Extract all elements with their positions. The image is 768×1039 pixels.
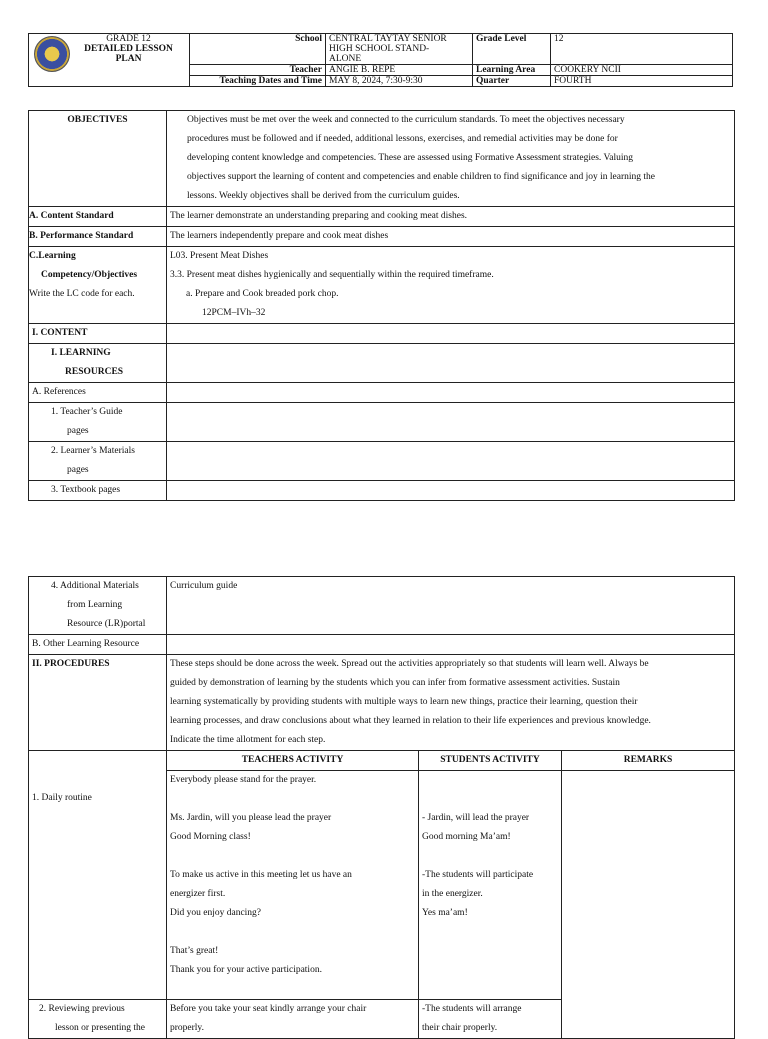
learning-area-value: COOKERY NCII <box>551 65 733 76</box>
review-label-line-1: 2. Reviewing previous <box>39 1004 125 1014</box>
student-line: - Jardin, will lead the prayer <box>422 813 530 823</box>
teacher-line: Ms. Jardin, will you please lead the prayer <box>170 813 332 823</box>
col-teacher-activity: TEACHERS ACTIVITY <box>167 751 419 771</box>
procedures-label: II. PROCEDURES <box>29 655 167 751</box>
content-standard-value: The learner demonstrate an understanding preparing and cooking meat dishes. <box>167 207 735 227</box>
textbook-value <box>167 481 735 501</box>
tg-label-line-1: 1. Teacher’s Guide <box>51 407 123 417</box>
dlp-title-2: PLAN <box>115 54 142 64</box>
lc-label-line-2: Competency/Objectives <box>41 270 138 280</box>
content-label: I. CONTENT <box>29 324 167 344</box>
daily-routine-cell <box>29 751 167 1000</box>
header-table <box>28 33 733 87</box>
review-teacher-line-1: Before you take your seat kindly arrange your chair <box>170 1004 367 1014</box>
review-label <box>29 1000 167 1039</box>
objectives-line-4: objectives support the learning of content and competencies and enable children to find significance and joy in learning the <box>187 172 655 182</box>
grade-title: GRADE 12 <box>106 34 151 44</box>
quarter-value: FOURTH <box>551 76 733 87</box>
learners-materials-label <box>29 442 167 481</box>
content-standard-label: A. Content Standard <box>29 207 167 227</box>
col-student-activity: STUDENTS ACTIVITY <box>419 751 562 771</box>
references-value <box>167 383 735 403</box>
student-line: -The students will participate <box>422 870 534 880</box>
learning-resources-label <box>29 344 167 383</box>
student-line: Yes ma’am! <box>422 908 468 918</box>
textbook-label: 3. Textbook pages <box>29 481 167 501</box>
procedures-text <box>167 655 735 751</box>
school-value-line-1: CENTRAL TAYTAY SENIOR <box>329 34 447 44</box>
student-line: in the energizer. <box>422 889 483 899</box>
objectives-line-1: Objectives must be met over the week and connected to the curriculum standards. To meet the objectives necessary <box>187 115 625 125</box>
teacher-activity-routine <box>167 771 419 1000</box>
student-activity-routine <box>419 771 562 1000</box>
school-value-line-2: HIGH SCHOOL STAND- <box>329 44 430 54</box>
learners-materials-value <box>167 442 735 481</box>
learning-resources-value <box>167 344 735 383</box>
procedures-line-2: guided by demonstration of learning by the students which you can infer from formative assessment activities. Sustain <box>170 678 620 688</box>
dates-label: Teaching Dates and Time <box>190 76 326 87</box>
learning-area-label: Learning Area <box>473 65 551 76</box>
other-learning-resource-value <box>167 635 735 655</box>
school-value-line-3: ALONE <box>329 54 362 64</box>
col-remarks: REMARKS <box>562 751 735 771</box>
procedures-table <box>28 576 735 1039</box>
review-label-line-2: lesson or presenting the <box>55 1023 145 1033</box>
teacher-line: That’s great! <box>170 946 219 956</box>
objectives-label: OBJECTIVES <box>29 111 167 207</box>
procedures-line-3: learning systematically by providing students with multiple ways to learn new things, practice their learning, question their <box>170 697 638 707</box>
teacher-line: Good Morning class! <box>170 832 251 842</box>
objectives-line-5: lessons. Weekly objectives shall be derived from the curriculum guides. <box>187 191 460 201</box>
school-value <box>326 34 473 65</box>
lc-value-line-2: 3.3. Present meat dishes hygienically and sequentially within the required timeframe. <box>170 270 494 280</box>
teacher-line: energizer first. <box>170 889 226 899</box>
objectives-text <box>167 111 735 207</box>
review-teacher-activity <box>167 1000 419 1039</box>
performance-standard-label: B. Performance Standard <box>29 227 167 247</box>
performance-standard-value: The learners independently prepare and cook meat dishes <box>167 227 735 247</box>
lc-value-line-1: L03. Present Meat Dishes <box>170 251 269 261</box>
daily-routine-label: 1. Daily routine <box>32 793 92 803</box>
teacher-line: Everybody please stand for the prayer. <box>170 775 317 785</box>
teacher-line: To make us active in this meeting let us have an <box>170 870 352 880</box>
lm-label-line-1: 2. Learner’s Materials <box>51 446 135 456</box>
review-student-activity <box>419 1000 562 1039</box>
review-student-line-1: -The students will arrange <box>422 1004 522 1014</box>
dlp-title-1: DETAILED LESSON <box>84 44 173 54</box>
additional-materials-value: Curriculum guide <box>167 577 735 635</box>
lc-value-line-4: 12PCM–IVh–32 <box>202 308 266 318</box>
school-label: School <box>190 34 326 65</box>
teacher-line: Did you enjoy dancing? <box>170 908 262 918</box>
teachers-guide-label <box>29 403 167 442</box>
content-value <box>167 324 735 344</box>
grade-level-value: 12 <box>551 34 733 65</box>
teacher-value: ANGIE B. REPE <box>326 65 473 76</box>
objectives-line-2: procedures must be followed and if needed, additional lessons, exercises, and remedial activities may be done for <box>187 134 618 144</box>
student-line: Good morning Ma’am! <box>422 832 511 842</box>
am-label-line-3: Resource (LR)portal <box>67 619 146 629</box>
quarter-label: Quarter <box>473 76 551 87</box>
references-label: A. References <box>29 383 167 403</box>
lr-label-line-2: RESOURCES <box>65 367 124 377</box>
procedures-line-5: Indicate the time allotment for each step. <box>170 735 326 745</box>
additional-materials-label <box>29 577 167 635</box>
objectives-table <box>28 110 735 501</box>
lc-value-line-3: a. Prepare and Cook breaded pork chop. <box>186 289 339 299</box>
teachers-guide-value <box>167 403 735 442</box>
learning-competency-label <box>29 247 167 324</box>
lm-label-line-2: pages <box>67 465 89 475</box>
learning-competency-value <box>167 247 735 324</box>
procedures-line-4: learning processes, and draw conclusions about what they learned in relation to their life experiences and previous knowledge. <box>170 716 651 726</box>
dates-value: MAY 8, 2024, 7:30-9:30 <box>326 76 473 87</box>
am-label-line-2: from Learning <box>67 600 123 610</box>
review-student-line-2: their chair properly. <box>422 1023 498 1033</box>
lc-label-line-3: Write the LC code for each. <box>29 289 135 299</box>
procedures-line-1: These steps should be done across the week. Spread out the activities appropriately so that students will learn well. Always be <box>170 659 649 669</box>
objectives-line-3: developing content knowledge and competencies. These are assessed using Formative Assessment strategies. Valuing <box>187 153 634 163</box>
lr-label-line-1: I. LEARNING <box>51 348 111 358</box>
grade-title-cell <box>29 34 190 87</box>
teacher-line: Thank you for your active participation. <box>170 965 322 975</box>
lc-label-line-1: C.Learning <box>29 251 76 261</box>
remarks-cell <box>562 771 735 1039</box>
am-label-line-1: 4. Additional Materials <box>51 581 139 591</box>
school-seal-icon <box>34 36 70 72</box>
tg-label-line-2: pages <box>67 426 89 436</box>
review-teacher-line-2: properly. <box>170 1023 204 1033</box>
teacher-label: Teacher <box>190 65 326 76</box>
other-learning-resource-label: B. Other Learning Resource <box>29 635 167 655</box>
grade-level-label: Grade Level <box>473 34 551 65</box>
